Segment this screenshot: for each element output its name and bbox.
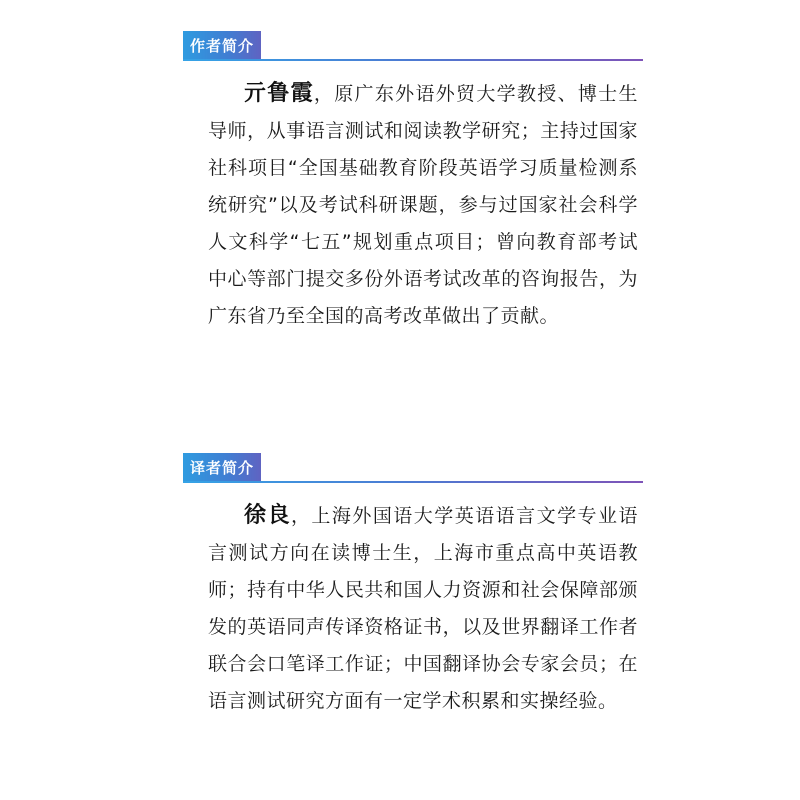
author-bio-paragraph (183, 75, 638, 335)
author-name: 亓鲁霞 (244, 81, 314, 106)
header-divider-line (183, 59, 643, 61)
translator-name: 徐良 (244, 503, 291, 528)
translator-bio-text: ，上海外国语大学英语语言文学专业语言测试方向在读博士生，上海市重点高中英语教师；持有中华人民共和国人力资源和社会保障部颁发的英语同声传译资格证书，以及世界翻译工作者联合会口笔译工作证；中国翻译协会专家会员；在语言测试研究方面有一定学术积累和实操经验。 (208, 505, 638, 712)
author-bio-text: ，原广东外语外贸大学教授、博士生导师，从事语言测试和阅读教学研究；主持过国家社科项目“全国基础教育阶段英语学习质量检测系统研究”以及考试科研课题，参与过国家社会科学人文科学“七五”规划重点项目；曾向教育部考试中心等部门提交多份外语考试改革的咨询报告，为广东省乃至全国的高考改革做出了贡献。 (208, 83, 638, 327)
translator-intro-section (183, 453, 643, 720)
translator-intro-header (183, 453, 643, 483)
translator-bio-paragraph (183, 497, 638, 720)
header-divider-line (183, 481, 643, 483)
author-intro-heading: 作者简介 (183, 31, 261, 61)
author-intro-header (183, 31, 643, 61)
author-intro-section (183, 31, 643, 335)
translator-intro-heading: 译者简介 (183, 453, 261, 483)
